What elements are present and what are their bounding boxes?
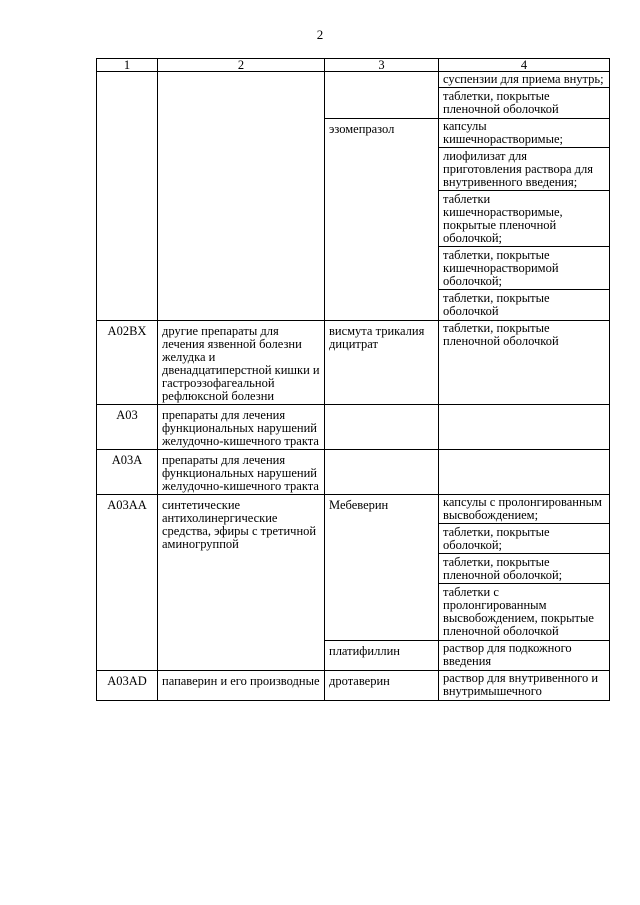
dosage-form: таблетки, покрытые пленочной оболочкой; bbox=[439, 553, 609, 583]
drug-group-cell: препараты для лечения функциональных нарушений желудочно-кишечного тракта bbox=[158, 405, 325, 450]
dosage-form: таблетки, покрытые пленочной оболочкой bbox=[439, 87, 609, 117]
dosage-forms-cell bbox=[439, 72, 610, 119]
dosage-form: таблетки кишечнорастворимые, покрытые пленочной оболочкой; bbox=[439, 190, 609, 246]
dosage-forms-cell bbox=[439, 405, 610, 450]
header-cell: 4 bbox=[439, 59, 610, 72]
atc-code-cell: A03 bbox=[97, 405, 158, 450]
dosage-form: лиофилизат для приготовления раствора для внутривенного введения; bbox=[439, 147, 609, 190]
drug-group-cell bbox=[158, 72, 325, 321]
dosage-form: капсулы кишечнорастворимые; bbox=[443, 119, 563, 146]
dosage-forms-cell bbox=[439, 321, 610, 405]
page-number: 2 bbox=[316, 27, 324, 42]
table-row bbox=[97, 450, 610, 495]
substance-cell: висмута трикалия дицитрат bbox=[325, 321, 439, 405]
table-row bbox=[97, 321, 610, 405]
table-header-row bbox=[97, 59, 610, 72]
header-cell: 2 bbox=[158, 59, 325, 72]
atc-code-cell: A03AA bbox=[97, 495, 158, 671]
dosage-form: капсулы с пролонгированным высвобождением; bbox=[443, 495, 602, 522]
atc-code-cell: A03AD bbox=[97, 671, 158, 701]
dosage-form: таблетки, покрытые оболочкой bbox=[439, 289, 609, 319]
dosage-form: таблетки, покрытые пленочной оболочкой bbox=[443, 321, 559, 348]
dosage-form: раствор для подкожного введения bbox=[443, 641, 572, 668]
substance-cell: Мебеверин bbox=[325, 495, 439, 641]
header-cell: 1 bbox=[97, 59, 158, 72]
dosage-forms-cell bbox=[439, 450, 610, 495]
atc-code-cell: A03A bbox=[97, 450, 158, 495]
drug-group-cell: папаверин и его производные bbox=[158, 671, 325, 701]
table-row bbox=[97, 495, 610, 641]
substance-cell: платифиллин bbox=[325, 641, 439, 671]
substance-cell: дротаверин bbox=[325, 671, 439, 701]
drug-table bbox=[96, 58, 610, 701]
drug-group-cell: препараты для лечения функциональных нарушений желудочно-кишечного тракта bbox=[158, 450, 325, 495]
substance-cell bbox=[325, 72, 439, 119]
dosage-form: раствор для внутривенного и внутримышечного bbox=[443, 671, 599, 698]
drug-group-cell: другие препараты для лечения язвенной болезни желудка и двенадцатиперстной кишки и гастроэзофагеальной рефлюксной болезни bbox=[158, 321, 325, 405]
dosage-form: таблетки, покрытые кишечнорастворимой оболочкой; bbox=[439, 246, 609, 289]
dosage-forms-cell bbox=[439, 495, 610, 641]
table-row bbox=[97, 405, 610, 450]
table-row bbox=[97, 72, 610, 119]
dosage-forms-cell bbox=[439, 671, 610, 701]
substance-cell: эзомепразол bbox=[325, 119, 439, 321]
drug-group-cell: синтетические антихолинергические средства, эфиры с третичной аминогруппой bbox=[158, 495, 325, 671]
dosage-forms-cell bbox=[439, 119, 610, 321]
dosage-form: таблетки с пролонгированным высвобождением, покрытые пленочной оболочкой bbox=[439, 583, 609, 639]
dosage-form: суспензии для приема внутрь; bbox=[443, 72, 604, 86]
atc-code-cell bbox=[97, 72, 158, 321]
atc-code-cell: A02BX bbox=[97, 321, 158, 405]
dosage-form: таблетки, покрытые оболочкой; bbox=[439, 523, 609, 553]
substance-cell bbox=[325, 405, 439, 450]
dosage-forms-cell bbox=[439, 641, 610, 671]
table-row bbox=[97, 671, 610, 701]
substance-cell bbox=[325, 450, 439, 495]
header-cell: 3 bbox=[325, 59, 439, 72]
